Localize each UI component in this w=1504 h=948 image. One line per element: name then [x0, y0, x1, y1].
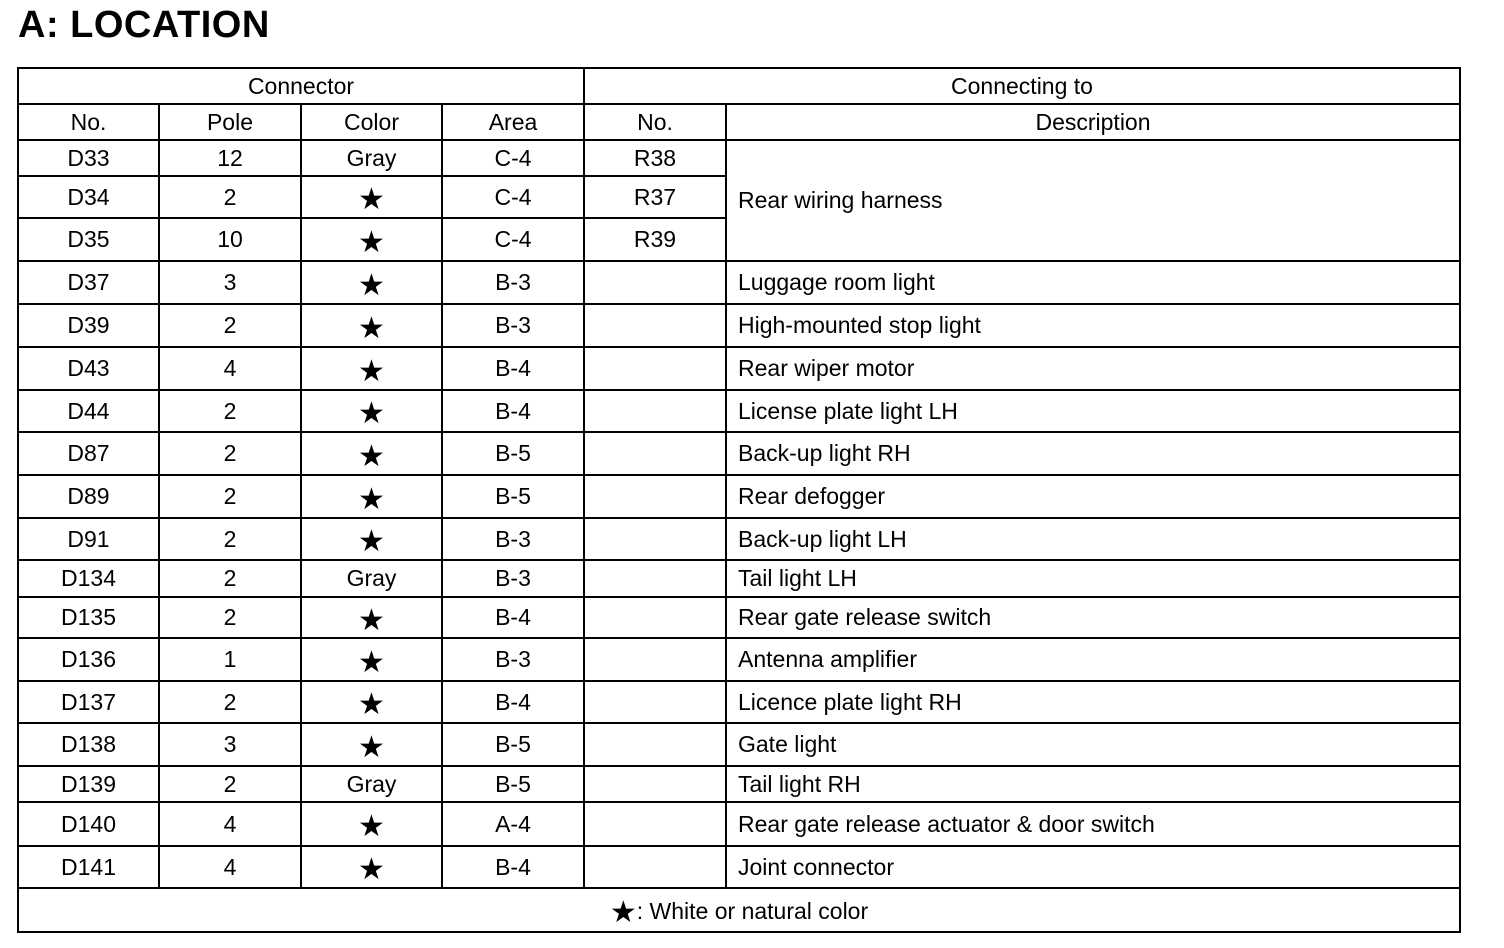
pole-column-header: Pole: [159, 104, 301, 140]
star-icon: ★: [609, 896, 637, 929]
connector-no-cell: D43: [18, 347, 159, 390]
connecting-no-cell: R38: [584, 140, 726, 176]
star-icon: ★: [358, 439, 385, 473]
pole-cell: 2: [159, 681, 301, 723]
connecting-no-cell: R37: [584, 176, 726, 218]
to-no-column-header: No.: [584, 104, 726, 140]
table-row: [18, 304, 1460, 347]
table-row: [18, 638, 1460, 681]
pole-cell: 2: [159, 432, 301, 475]
star-icon: ★: [358, 354, 385, 388]
color-cell: [301, 218, 442, 261]
color-cell: [301, 802, 442, 846]
connecting-no-cell: [584, 560, 726, 597]
connecting-no-cell: [584, 802, 726, 846]
area-cell: A-4: [442, 802, 584, 846]
star-icon: ★: [358, 268, 385, 302]
description-cell: License plate light LH: [726, 390, 1460, 432]
star-icon: ★: [358, 525, 385, 558]
pole-cell: 2: [159, 176, 301, 218]
connecting-no-cell: [584, 846, 726, 888]
area-cell: B-3: [442, 304, 584, 347]
connecting-to-group-header: Connecting to: [584, 68, 1460, 104]
color-cell: [301, 597, 442, 638]
description-cell: Rear wiper motor: [726, 347, 1460, 390]
color-cell: [301, 304, 442, 347]
color-cell: [301, 390, 442, 432]
area-cell: B-3: [442, 560, 584, 597]
pole-cell: 2: [159, 518, 301, 560]
area-cell: C-4: [442, 140, 584, 176]
column-header-row: [18, 104, 1460, 140]
area-cell: B-4: [442, 347, 584, 390]
pole-cell: 2: [159, 475, 301, 518]
pole-cell: 2: [159, 304, 301, 347]
color-cell: Gray: [301, 140, 442, 176]
table-row: [18, 261, 1460, 304]
description-cell: Rear wiring harness: [726, 140, 1460, 261]
description-column-header: Description: [726, 104, 1460, 140]
area-cell: C-4: [442, 218, 584, 261]
color-cell: Gray: [301, 766, 442, 802]
star-icon: ★: [358, 645, 385, 679]
connector-no-cell: D89: [18, 475, 159, 518]
connecting-no-cell: [584, 304, 726, 347]
pole-cell: 4: [159, 347, 301, 390]
group-header-row: [18, 68, 1460, 104]
color-cell: [301, 176, 442, 218]
description-cell: Licence plate light RH: [726, 681, 1460, 723]
connecting-no-cell: [584, 475, 726, 518]
color-cell: [301, 432, 442, 475]
connecting-no-cell: [584, 597, 726, 638]
connector-no-cell: D87: [18, 432, 159, 475]
area-cell: B-5: [442, 475, 584, 518]
connecting-no-cell: [584, 723, 726, 766]
pole-cell: 3: [159, 261, 301, 304]
area-cell: B-4: [442, 846, 584, 888]
connecting-no-cell: [584, 390, 726, 432]
description-cell: Rear gate release switch: [726, 597, 1460, 638]
connector-location-table: [17, 67, 1461, 933]
color-cell: [301, 846, 442, 888]
page-title: A: LOCATION: [18, 4, 270, 46]
connecting-no-cell: [584, 261, 726, 304]
table-row: [18, 766, 1460, 802]
color-cell: [301, 681, 442, 723]
color-cell: [301, 723, 442, 766]
area-cell: B-3: [442, 638, 584, 681]
table-row: [18, 347, 1460, 390]
description-cell: Rear gate release actuator & door switch: [726, 802, 1460, 846]
star-icon: ★: [358, 730, 385, 764]
star-icon: ★: [358, 397, 385, 430]
legend-row: [18, 888, 1460, 932]
connecting-no-cell: [584, 681, 726, 723]
table-row: [18, 597, 1460, 638]
connector-no-cell: D33: [18, 140, 159, 176]
connector-no-cell: D138: [18, 723, 159, 766]
pole-cell: 2: [159, 560, 301, 597]
pole-cell: 2: [159, 766, 301, 802]
connector-no-cell: D135: [18, 597, 159, 638]
area-column-header: Area: [442, 104, 584, 140]
connecting-no-cell: R39: [584, 218, 726, 261]
connecting-no-cell: [584, 638, 726, 681]
area-cell: B-4: [442, 390, 584, 432]
connector-no-cell: D136: [18, 638, 159, 681]
area-cell: B-5: [442, 723, 584, 766]
table-row: [18, 475, 1460, 518]
area-cell: C-4: [442, 176, 584, 218]
description-cell: Back-up light RH: [726, 432, 1460, 475]
description-cell: Luggage room light: [726, 261, 1460, 304]
star-icon: ★: [358, 603, 385, 637]
area-cell: B-5: [442, 766, 584, 802]
star-icon: ★: [358, 688, 385, 721]
pole-cell: 3: [159, 723, 301, 766]
pole-cell: 4: [159, 802, 301, 846]
color-cell: [301, 475, 442, 518]
area-cell: B-4: [442, 681, 584, 723]
connecting-no-cell: [584, 432, 726, 475]
no-column-header: No.: [18, 104, 159, 140]
pole-cell: 2: [159, 390, 301, 432]
description-cell: Back-up light LH: [726, 518, 1460, 560]
connector-no-cell: D37: [18, 261, 159, 304]
table-row: [18, 802, 1460, 846]
connector-no-cell: D39: [18, 304, 159, 347]
connector-no-cell: D140: [18, 802, 159, 846]
pole-cell: 12: [159, 140, 301, 176]
color-cell: [301, 518, 442, 560]
description-cell: Antenna amplifier: [726, 638, 1460, 681]
connecting-no-cell: [584, 347, 726, 390]
star-icon: ★: [358, 225, 385, 259]
color-cell: [301, 261, 442, 304]
table-row: [18, 681, 1460, 723]
connector-no-cell: D141: [18, 846, 159, 888]
table-row: [18, 846, 1460, 888]
table-row: [18, 723, 1460, 766]
pole-cell: 10: [159, 218, 301, 261]
connector-no-cell: D137: [18, 681, 159, 723]
table-row: [18, 560, 1460, 597]
connector-no-cell: D139: [18, 766, 159, 802]
star-icon: ★: [358, 311, 385, 345]
star-icon: ★: [358, 482, 385, 516]
connecting-no-cell: [584, 518, 726, 560]
description-cell: Tail light LH: [726, 560, 1460, 597]
table-row: [18, 432, 1460, 475]
color-cell: [301, 638, 442, 681]
star-icon: ★: [358, 810, 385, 843]
connector-no-cell: D34: [18, 176, 159, 218]
connector-no-cell: D91: [18, 518, 159, 560]
pole-cell: 2: [159, 597, 301, 638]
description-cell: Tail light RH: [726, 766, 1460, 802]
table-row: [18, 390, 1460, 432]
legend-note: [18, 888, 1460, 932]
connector-no-cell: D35: [18, 218, 159, 261]
star-icon: ★: [358, 853, 385, 886]
color-cell: [301, 347, 442, 390]
description-cell: High-mounted stop light: [726, 304, 1460, 347]
color-column-header: Color: [301, 104, 442, 140]
description-cell: Rear defogger: [726, 475, 1460, 518]
pole-cell: 4: [159, 846, 301, 888]
connector-group-header: Connector: [18, 68, 584, 104]
pole-cell: 1: [159, 638, 301, 681]
star-icon: ★: [358, 183, 385, 216]
area-cell: B-3: [442, 261, 584, 304]
table-row: [18, 140, 1460, 176]
legend-text: : White or natural color: [636, 898, 869, 924]
color-cell: Gray: [301, 560, 442, 597]
table-row: [18, 518, 1460, 560]
area-cell: B-3: [442, 518, 584, 560]
area-cell: B-4: [442, 597, 584, 638]
connector-no-cell: D44: [18, 390, 159, 432]
connecting-no-cell: [584, 766, 726, 802]
connector-no-cell: D134: [18, 560, 159, 597]
description-cell: Gate light: [726, 723, 1460, 766]
area-cell: B-5: [442, 432, 584, 475]
description-cell: Joint connector: [726, 846, 1460, 888]
